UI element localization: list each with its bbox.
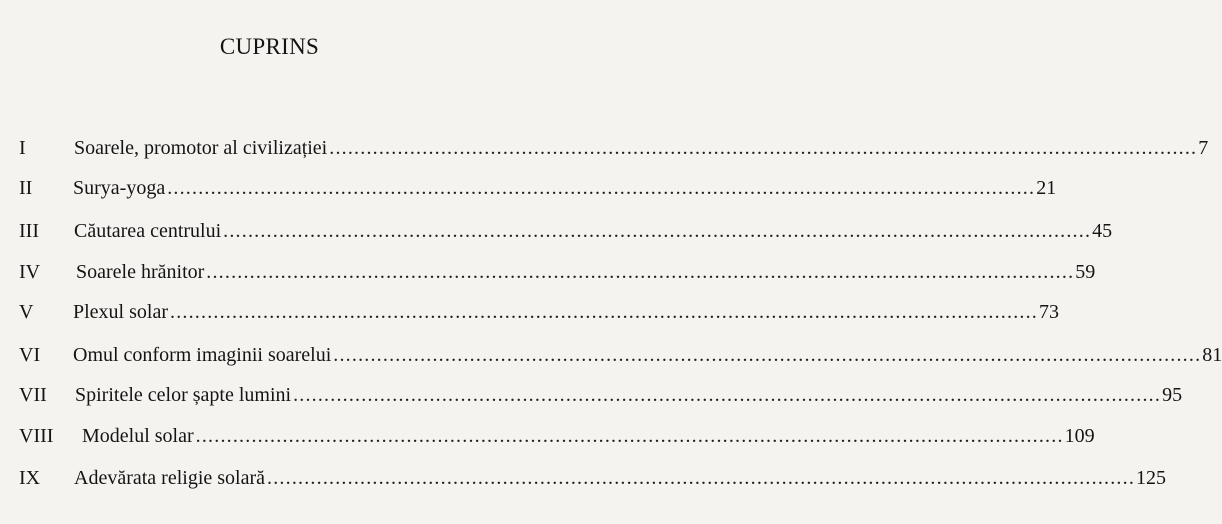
page-number: 59 — [1075, 261, 1096, 283]
page-number: 7 — [1198, 137, 1209, 159]
chapter-line — [73, 292, 1059, 332]
page-number: 81 — [1202, 344, 1222, 366]
chapter-numeral: IX — [19, 467, 41, 489]
dot-leader: ............................................................................................................................................ — [206, 261, 1075, 283]
page-number: 73 — [1039, 301, 1059, 323]
dot-leader: ............................................................................................................................................ — [170, 301, 1038, 323]
page-number: 45 — [1092, 220, 1113, 242]
chapter-title: Adevărata religie solară — [74, 467, 266, 489]
toc-entry — [0, 292, 1059, 332]
chapter-title: Plexul solar — [73, 301, 168, 323]
chapter-title: Modelul solar — [82, 425, 194, 447]
chapter-title: Soarele, promotor al civilizației — [74, 137, 328, 159]
dot-leader: ............................................................................................................................................ — [267, 467, 1136, 489]
chapter-numeral: II — [19, 177, 33, 199]
chapter-line — [74, 128, 1209, 168]
toc-entry — [0, 168, 1057, 208]
chapter-numeral: I — [19, 137, 26, 159]
chapter-title: Soarele hrănitor — [76, 261, 205, 283]
chapter-title: Căutarea centrului — [74, 220, 222, 242]
dot-leader: ............................................................................................................................................ — [333, 344, 1202, 366]
toc-entry — [0, 458, 1167, 498]
toc-entry — [0, 416, 1095, 456]
toc-entry — [0, 211, 1113, 251]
chapter-title: Omul conform imaginii soarelui — [73, 344, 332, 366]
toc-entry — [0, 252, 1096, 292]
dot-leader: ............................................................................................................................................ — [329, 137, 1198, 159]
chapter-line — [74, 211, 1113, 251]
chapter-line — [82, 416, 1095, 456]
chapter-numeral: VI — [19, 344, 41, 366]
page-number: 125 — [1136, 467, 1167, 489]
chapter-line — [73, 335, 1222, 375]
page-title: CUPRINS — [219, 34, 320, 59]
chapter-numeral: III — [19, 220, 39, 242]
chapter-line — [73, 168, 1057, 208]
dot-leader: ............................................................................................................................................ — [195, 425, 1064, 447]
chapter-numeral: VII — [19, 384, 47, 406]
toc-entry — [0, 128, 1209, 168]
page-number: 109 — [1064, 425, 1095, 447]
chapter-line — [75, 375, 1183, 415]
dot-leader: ............................................................................................................................................ — [293, 384, 1162, 406]
chapter-title: Spiritele celor șapte lumini — [75, 384, 292, 406]
page-number: 21 — [1036, 177, 1057, 199]
chapter-line — [74, 458, 1167, 498]
page-number: 95 — [1162, 384, 1183, 406]
chapter-numeral: VIII — [19, 425, 54, 447]
dot-leader: ............................................................................................................................................ — [223, 220, 1092, 242]
dot-leader: ............................................................................................................................................ — [167, 177, 1036, 199]
toc-entry — [0, 335, 1222, 375]
chapter-numeral: IV — [19, 261, 41, 283]
chapter-numeral: V — [19, 301, 34, 323]
chapter-line — [76, 252, 1096, 292]
toc-entry — [0, 375, 1183, 415]
chapter-title: Surya-yoga — [73, 177, 166, 199]
